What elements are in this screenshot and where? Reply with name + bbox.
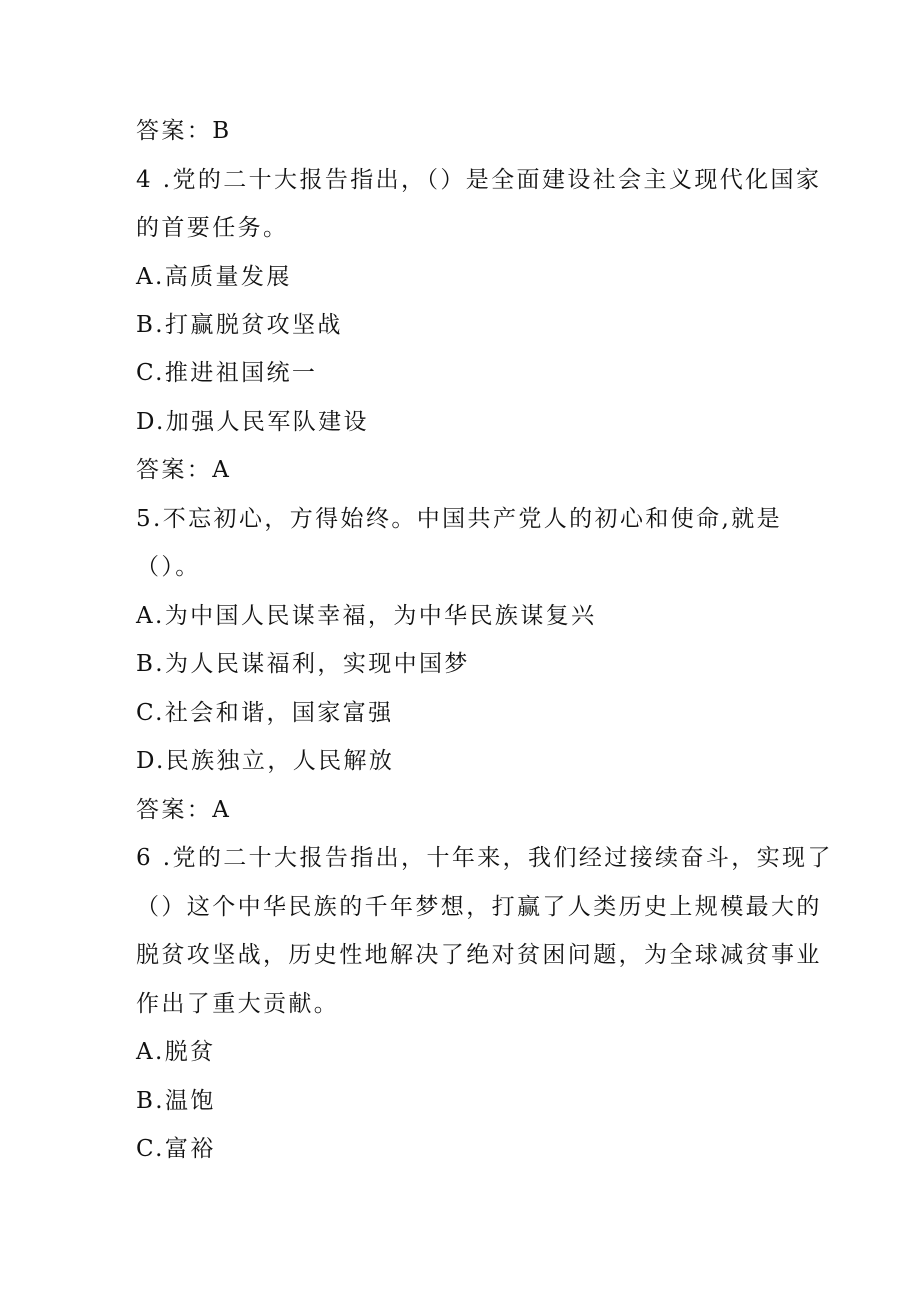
question-4-text: 4 .党的二十大报告指出，（）是全面建设社会主义现代化国家: [136, 167, 822, 193]
question-6-text: 6 .党的二十大报告指出，十年来，我们经过接续奋斗，实现了: [136, 845, 833, 871]
option-b: B.温饱: [136, 1088, 216, 1114]
answer-line: 答案：A: [136, 797, 232, 823]
option-a: A.脱贫: [136, 1039, 216, 1065]
option-b: B.打赢脱贫攻坚战: [136, 312, 343, 338]
option-a: A.为中国人民谋幸福，为中华民族谋复兴: [136, 603, 597, 629]
question-6-text-cont: 作出了重大贡献。: [136, 991, 340, 1017]
option-a: A.高质量发展: [136, 264, 292, 290]
answer-line: 答案：B: [136, 118, 232, 144]
option-d: D.民族独立，人民解放: [136, 748, 395, 774]
option-c: C.社会和谐，国家富强: [136, 700, 394, 726]
question-5-text: 5.不忘初心，方得始终。中国共产党人的初心和使命,就是: [136, 506, 783, 532]
question-5-text-cont: （）。: [136, 554, 201, 580]
option-b: B.为人民谋福利，实现中国梦: [136, 651, 470, 677]
option-c: C.推进祖国统一: [136, 360, 318, 386]
answer-line: 答案：A: [136, 457, 232, 483]
option-d: D.加强人民军队建设: [136, 409, 369, 435]
option-c: C.富裕: [136, 1136, 216, 1162]
question-4-text-cont: 的首要任务。: [136, 215, 289, 241]
question-6-text-cont: （）这个中华民族的千年梦想，打赢了人类历史上规模最大的: [136, 894, 822, 920]
question-6-text-cont: 脱贫攻坚战，历史性地解决了绝对贫困问题，为全球减贫事业: [136, 942, 822, 968]
